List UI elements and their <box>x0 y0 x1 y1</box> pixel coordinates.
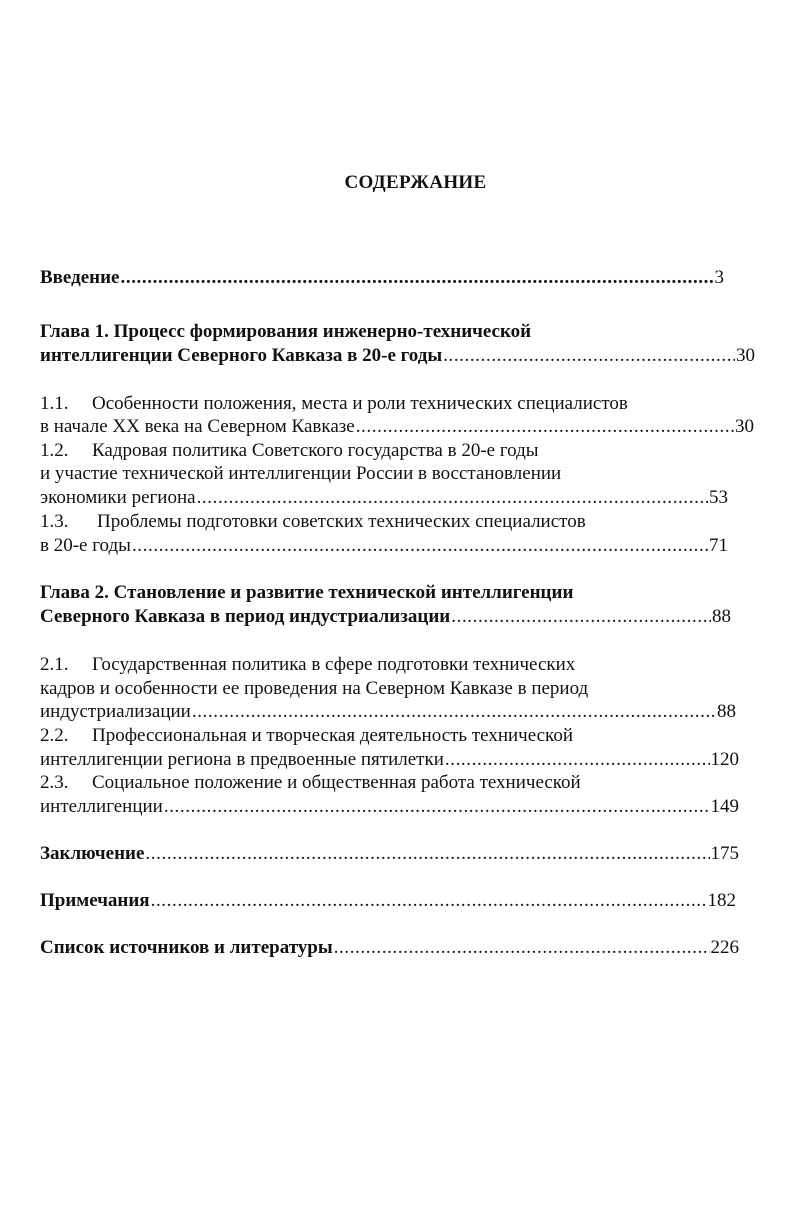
toc-entry-section-1-3 <box>40 534 728 558</box>
toc-entry-chapter-1 <box>40 344 755 368</box>
toc-entry-label: Список источников и литературы <box>40 937 333 958</box>
toc-page-number: 182 <box>707 890 736 911</box>
section-1-1-heading <box>40 392 628 416</box>
section-number: 2.1. <box>40 654 69 675</box>
toc-entry-label: в 20-е годы <box>40 535 131 556</box>
leader-dots <box>451 605 711 629</box>
section-1-2-heading <box>40 439 539 463</box>
toc-page-number: 175 <box>710 843 739 864</box>
toc-page-number: 120 <box>710 749 739 770</box>
section-2-1-line-2: кадров и особенности ее проведения на Северном Кавказе в период <box>40 678 589 699</box>
section-2-3-heading <box>40 771 581 795</box>
leader-dots <box>164 795 710 819</box>
toc-entry-chapter-2 <box>40 605 731 629</box>
toc-entry-label: экономики региона <box>40 487 196 508</box>
section-title: Проблемы подготовки советских технических специалистов <box>97 511 586 532</box>
leader-dots <box>192 700 716 724</box>
toc-entry-sources <box>40 936 739 960</box>
toc-entry-conclusion <box>40 842 739 866</box>
section-title: Особенности положения, места и роли технических специалистов <box>92 393 628 414</box>
toc-entry-label: Введение <box>40 267 120 288</box>
toc-entry-section-1-2 <box>40 486 728 510</box>
toc-page-number: 149 <box>710 796 739 817</box>
section-1-3-heading <box>40 510 586 534</box>
section-1-2-line-2: и участие технической интеллигенции России в восстановлении <box>40 463 562 484</box>
leader-dots <box>121 266 714 290</box>
chapter-2-heading: Глава 2. Становление и развитие технической интеллигенции <box>40 582 574 603</box>
toc-entry-section-2-1 <box>40 700 736 724</box>
toc-page-number: 88 <box>712 606 731 627</box>
toc-entry-label: интеллигенции региона в предвоенные пятилетки <box>40 749 444 770</box>
toc-page-number: 88 <box>717 701 736 722</box>
toc-page-number: 71 <box>709 535 728 556</box>
toc-entry-section-2-3 <box>40 795 739 819</box>
toc-entry-label: Примечания <box>40 890 150 911</box>
section-title: Социальное положение и общественная работа технической <box>92 772 581 793</box>
toc-entry-label: индустриализации <box>40 701 191 722</box>
leader-dots <box>151 889 707 913</box>
toc-page-number: 30 <box>735 416 754 437</box>
toc-page-number: 226 <box>710 937 739 958</box>
toc-entry-label: Северного Кавказа в период индустриализации <box>40 606 451 627</box>
leader-dots <box>145 842 709 866</box>
toc-entry-label: интеллигенции <box>40 796 163 817</box>
section-2-2-heading <box>40 724 573 748</box>
section-number: 2.3. <box>40 772 69 793</box>
toc-entry-label: в начале XX века на Северном Кавказе <box>40 416 355 437</box>
toc-page-number: 3 <box>714 267 724 288</box>
leader-dots <box>445 748 710 772</box>
leader-dots <box>443 344 735 368</box>
toc-page-number: 53 <box>709 487 728 508</box>
section-title: Государственная политика в сфере подготовки технических <box>92 654 576 675</box>
page-title: СОДЕРЖАНИЕ <box>344 172 487 193</box>
section-number: 1.3. <box>40 511 69 532</box>
toc-entry-label: интеллигенции Северного Кавказа в 20-е годы <box>40 345 443 366</box>
toc-page-number: 30 <box>736 345 755 366</box>
section-number: 1.2. <box>40 440 69 461</box>
toc-entry-section-1-1 <box>40 415 754 439</box>
section-number: 1.1. <box>40 393 69 414</box>
toc-entry-intro <box>40 266 724 290</box>
section-title: Кадровая политика Советского государства в 20-е годы <box>92 440 539 461</box>
section-title: Профессиональная и творческая деятельность технической <box>92 725 573 746</box>
leader-dots <box>197 486 708 510</box>
section-2-1-heading <box>40 653 575 677</box>
leader-dots <box>356 415 734 439</box>
leader-dots <box>132 534 708 558</box>
leader-dots <box>334 936 710 960</box>
chapter-1-heading: Глава 1. Процесс формирования инженерно-технической <box>40 321 532 342</box>
toc-entry-notes <box>40 889 736 913</box>
section-number: 2.2. <box>40 725 69 746</box>
toc-entry-section-2-2 <box>40 748 739 772</box>
toc-entry-label: Заключение <box>40 843 145 864</box>
